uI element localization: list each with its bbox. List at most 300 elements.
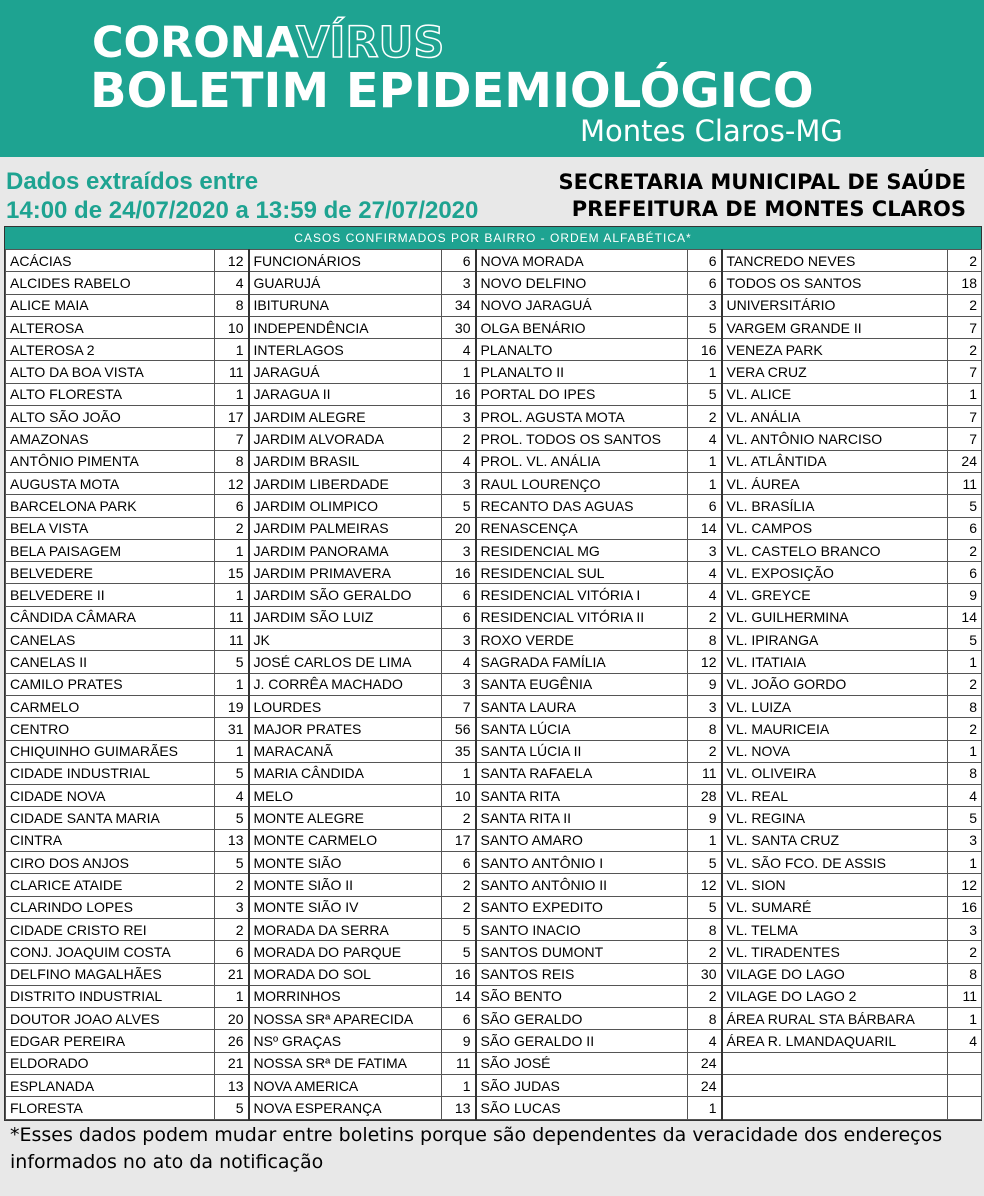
case-count: 1 — [215, 740, 249, 762]
neighborhood-name: VL. BRASÍLIA — [722, 495, 948, 517]
case-count: 16 — [442, 383, 476, 405]
header-banner — [0, 0, 984, 157]
case-count: 1 — [948, 383, 982, 405]
table-row — [6, 250, 982, 272]
neighborhood-name: GUARUJÁ — [249, 272, 442, 294]
neighborhood-name: VL. EXPOSIÇÃO — [722, 562, 948, 584]
case-count: 2 — [688, 985, 722, 1007]
neighborhood-name: UNIVERSITÁRIO — [722, 294, 948, 316]
neighborhood-name: RESIDENCIAL VITÓRIA I — [476, 584, 688, 606]
neighborhood-name: VL. ANTÔNIO NARCISO — [722, 428, 948, 450]
neighborhood-name: SANTOS DUMONT — [476, 941, 688, 963]
case-count: 7 — [948, 406, 982, 428]
case-count: 6 — [442, 584, 476, 606]
case-count: 34 — [442, 294, 476, 316]
case-count: 2 — [948, 250, 982, 272]
neighborhood-name: JARDIM PALMEIRAS — [249, 517, 442, 539]
neighborhood-name: VL. ITATIAIA — [722, 651, 948, 673]
table-row — [6, 852, 982, 874]
neighborhood-name: FLORESTA — [6, 1097, 215, 1119]
neighborhood-name: JARDIM PRIMAVERA — [249, 562, 442, 584]
neighborhood-name: JARAGUÁ — [249, 361, 442, 383]
neighborhood-name: SANTA LÚCIA — [476, 718, 688, 740]
case-count: 8 — [688, 718, 722, 740]
case-count: 9 — [948, 584, 982, 606]
case-count: 11 — [442, 1052, 476, 1074]
neighborhood-name: ALTO SÃO JOÃO — [6, 406, 215, 428]
neighborhood-name: SANTOS REIS — [476, 963, 688, 985]
table-row — [6, 918, 982, 940]
neighborhood-name: ACÁCIAS — [6, 250, 215, 272]
case-count: 1 — [688, 1097, 722, 1119]
neighborhood-name: ÁREA R. LMANDAQUARIL — [722, 1030, 948, 1052]
neighborhood-name: PROL. TODOS OS SANTOS — [476, 428, 688, 450]
neighborhood-name: VL. ANÁLIA — [722, 406, 948, 428]
case-count: 3 — [442, 272, 476, 294]
neighborhood-name: VILAGE DO LAGO 2 — [722, 985, 948, 1007]
neighborhood-name: MONTE ALEGRE — [249, 807, 442, 829]
neighborhood-name: JARDIM OLIMPICO — [249, 495, 442, 517]
date-range-line1: Dados extraídos entre — [6, 168, 259, 195]
neighborhood-name: VL. TELMA — [722, 918, 948, 940]
neighborhood-name: JARDIM PANORAMA — [249, 539, 442, 561]
table-row — [6, 1008, 982, 1030]
table-row — [6, 629, 982, 651]
neighborhood-name: ALTEROSA 2 — [6, 339, 215, 361]
neighborhood-name: FUNCIONÁRIOS — [249, 250, 442, 272]
case-count: 11 — [215, 629, 249, 651]
neighborhood-name: SÃO GERALDO — [476, 1008, 688, 1030]
neighborhood-name: SANTO AMARO — [476, 829, 688, 851]
case-count: 21 — [215, 1052, 249, 1074]
neighborhood-name: SANTA EUGÊNIA — [476, 673, 688, 695]
table-row — [6, 762, 982, 784]
neighborhood-name: CENTRO — [6, 718, 215, 740]
neighborhood-name: VL. NOVA — [722, 740, 948, 762]
neighborhood-name: ALICE MAIA — [6, 294, 215, 316]
neighborhood-name: ALTEROSA — [6, 316, 215, 338]
neighborhood-name: PROL. VL. ANÁLIA — [476, 450, 688, 472]
neighborhood-name: MORADA DO SOL — [249, 963, 442, 985]
neighborhood-name: VENEZA PARK — [722, 339, 948, 361]
neighborhood-name: PLANALTO II — [476, 361, 688, 383]
case-count: 8 — [215, 450, 249, 472]
neighborhood-name: CIDADE CRISTO REI — [6, 918, 215, 940]
case-count: 12 — [215, 472, 249, 494]
case-count: 20 — [442, 517, 476, 539]
neighborhood-name: MORADA DA SERRA — [249, 918, 442, 940]
neighborhood-name: RAUL LOURENÇO — [476, 472, 688, 494]
neighborhood-name: BELVEDERE II — [6, 584, 215, 606]
table-row — [6, 584, 982, 606]
table-row — [6, 339, 982, 361]
table-row — [6, 985, 982, 1007]
case-count: 1 — [688, 361, 722, 383]
case-count: 4 — [442, 651, 476, 673]
case-count: 8 — [688, 629, 722, 651]
table-row — [6, 517, 982, 539]
case-count: 2 — [948, 941, 982, 963]
neighborhood-name: MONTE SIÃO II — [249, 874, 442, 896]
neighborhood-name: NOSSA SRª APARECIDA — [249, 1008, 442, 1030]
table-row — [6, 383, 982, 405]
case-count: 12 — [688, 651, 722, 673]
neighborhood-name: OLGA BENÁRIO — [476, 316, 688, 338]
table-row — [6, 406, 982, 428]
neighborhood-name: NOVA MORADA — [476, 250, 688, 272]
case-count: 11 — [688, 762, 722, 784]
neighborhood-name: DELFINO MAGALHÃES — [6, 963, 215, 985]
neighborhood-name: VL. LUIZA — [722, 695, 948, 717]
neighborhood-name: VL. CASTELO BRANCO — [722, 539, 948, 561]
case-count: 10 — [215, 316, 249, 338]
neighborhood-name: VILAGE DO LAGO — [722, 963, 948, 985]
case-count: 5 — [215, 762, 249, 784]
case-count: 56 — [442, 718, 476, 740]
case-count: 2 — [442, 807, 476, 829]
neighborhood-name: BELVEDERE — [6, 562, 215, 584]
case-count: 3 — [442, 539, 476, 561]
case-count: 13 — [215, 829, 249, 851]
neighborhood-name: ALTO DA BOA VISTA — [6, 361, 215, 383]
neighborhood-name: CARMELO — [6, 695, 215, 717]
case-count: 35 — [442, 740, 476, 762]
neighborhood-name: SÃO BENTO — [476, 985, 688, 1007]
table-row — [6, 1030, 982, 1052]
case-count: 4 — [688, 584, 722, 606]
case-count: 3 — [442, 406, 476, 428]
footnote: *Esses dados podem mudar entre boletins porque são dependentes da veracidade dos endereços informados no ato da notificação — [10, 1124, 943, 1173]
city-name: Montes Claros-MG — [580, 114, 843, 148]
table-row — [6, 829, 982, 851]
case-count: 7 — [215, 428, 249, 450]
neighborhood-name: CLARICE ATAIDE — [6, 874, 215, 896]
case-count: 3 — [688, 294, 722, 316]
neighborhood-name: NOVO JARAGUÁ — [476, 294, 688, 316]
neighborhood-name: EDGAR PEREIRA — [6, 1030, 215, 1052]
neighborhood-name: RECANTO DAS AGUAS — [476, 495, 688, 517]
case-count: 7 — [948, 428, 982, 450]
case-count: 19 — [215, 695, 249, 717]
case-count: 1 — [688, 450, 722, 472]
case-count: 11 — [215, 361, 249, 383]
case-count: 7 — [442, 695, 476, 717]
neighborhood-name: PORTAL DO IPES — [476, 383, 688, 405]
neighborhood-name: PLANALTO — [476, 339, 688, 361]
case-count: 16 — [442, 963, 476, 985]
neighborhood-name: VL. CAMPOS — [722, 517, 948, 539]
case-count: 1 — [215, 383, 249, 405]
case-count: 11 — [948, 472, 982, 494]
neighborhood-name: CIDADE INDUSTRIAL — [6, 762, 215, 784]
organization-line1: SECRETARIA MUNICIPAL DE SAÚDE — [558, 170, 966, 194]
case-count: 9 — [442, 1030, 476, 1052]
case-count: 1 — [948, 651, 982, 673]
neighborhood-name: PROL. AGUSTA MOTA — [476, 406, 688, 428]
case-count: 4 — [688, 1030, 722, 1052]
case-count: 1 — [215, 985, 249, 1007]
case-count: 5 — [948, 629, 982, 651]
table-row — [6, 562, 982, 584]
case-count: 2 — [948, 294, 982, 316]
neighborhood-name: CANELAS — [6, 629, 215, 651]
case-count: 12 — [948, 874, 982, 896]
table-row — [6, 651, 982, 673]
table-row — [6, 807, 982, 829]
neighborhood-name: RESIDENCIAL VITÓRIA II — [476, 606, 688, 628]
case-count: 6 — [948, 517, 982, 539]
neighborhood-name: NOVA ESPERANÇA — [249, 1097, 442, 1119]
case-count: 6 — [442, 606, 476, 628]
case-count: 8 — [948, 695, 982, 717]
case-count: 6 — [442, 250, 476, 272]
neighborhood-name: SANTA RAFAELA — [476, 762, 688, 784]
neighborhood-name: CAMILO PRATES — [6, 673, 215, 695]
case-count: 6 — [688, 250, 722, 272]
case-count: 2 — [442, 428, 476, 450]
neighborhood-name — [722, 1052, 948, 1074]
neighborhood-name: VL. SUMARÉ — [722, 896, 948, 918]
neighborhood-name: ESPLANADA — [6, 1074, 215, 1096]
neighborhood-name: SANTA LÚCIA II — [476, 740, 688, 762]
case-count: 2 — [688, 406, 722, 428]
neighborhood-name: SANTO ANTÔNIO II — [476, 874, 688, 896]
table-row — [6, 294, 982, 316]
case-count: 5 — [442, 918, 476, 940]
neighborhood-name: CANELAS II — [6, 651, 215, 673]
cases-table — [5, 249, 982, 1120]
case-count: 14 — [442, 985, 476, 1007]
table-row — [6, 1097, 982, 1119]
case-count: 6 — [442, 852, 476, 874]
neighborhood-name: CLARINDO LOPES — [6, 896, 215, 918]
neighborhood-name: TODOS OS SANTOS — [722, 272, 948, 294]
case-count: 2 — [688, 740, 722, 762]
case-count: 17 — [442, 829, 476, 851]
neighborhood-name: VL. ALICE — [722, 383, 948, 405]
case-count: 1 — [442, 762, 476, 784]
case-count: 16 — [688, 339, 722, 361]
case-count: 6 — [688, 495, 722, 517]
neighborhood-name: ALTO FLORESTA — [6, 383, 215, 405]
case-count: 2 — [948, 339, 982, 361]
neighborhood-name: ELDORADO — [6, 1052, 215, 1074]
neighborhood-name: VL. REGINA — [722, 807, 948, 829]
case-count: 24 — [688, 1052, 722, 1074]
case-count: 5 — [442, 941, 476, 963]
case-count: 3 — [442, 673, 476, 695]
case-count: 13 — [215, 1074, 249, 1096]
neighborhood-name: ANTÔNIO PIMENTA — [6, 450, 215, 472]
neighborhood-name: RESIDENCIAL MG — [476, 539, 688, 561]
case-count: 17 — [215, 406, 249, 428]
neighborhood-name: JARAGUA II — [249, 383, 442, 405]
case-count: 3 — [688, 695, 722, 717]
neighborhood-name: JK — [249, 629, 442, 651]
case-count: 8 — [215, 294, 249, 316]
case-count: 15 — [215, 562, 249, 584]
neighborhood-name: IBITURUNA — [249, 294, 442, 316]
neighborhood-name: BELA VISTA — [6, 517, 215, 539]
case-count: 11 — [948, 985, 982, 1007]
case-count: 1 — [215, 673, 249, 695]
case-count: 30 — [688, 963, 722, 985]
case-count — [948, 1074, 982, 1096]
case-count: 4 — [215, 785, 249, 807]
table-row — [6, 1052, 982, 1074]
case-count: 7 — [948, 316, 982, 338]
case-count: 1 — [442, 361, 476, 383]
neighborhood-name: SANTA RITA — [476, 785, 688, 807]
case-count: 12 — [215, 250, 249, 272]
case-count: 4 — [948, 1030, 982, 1052]
case-count: 8 — [688, 918, 722, 940]
title-coronavirus — [92, 18, 444, 68]
case-count: 8 — [948, 762, 982, 784]
case-count: 4 — [948, 785, 982, 807]
neighborhood-name: VL. ATLÂNTIDA — [722, 450, 948, 472]
case-count: 9 — [688, 807, 722, 829]
case-count: 6 — [688, 272, 722, 294]
table-row — [6, 896, 982, 918]
case-count: 1 — [948, 740, 982, 762]
neighborhood-name: JOSÉ CARLOS DE LIMA — [249, 651, 442, 673]
case-count: 1 — [215, 584, 249, 606]
case-count: 2 — [442, 874, 476, 896]
case-count: 2 — [215, 874, 249, 896]
neighborhood-name: VL. REAL — [722, 785, 948, 807]
date-range — [6, 167, 478, 225]
case-count: 13 — [442, 1097, 476, 1119]
neighborhood-name: AUGUSTA MOTA — [6, 472, 215, 494]
neighborhood-name: CHIQUINHO GUIMARÃES — [6, 740, 215, 762]
case-count: 1 — [688, 472, 722, 494]
case-count: 26 — [215, 1030, 249, 1052]
neighborhood-name: DISTRITO INDUSTRIAL — [6, 985, 215, 1007]
neighborhood-name: NSº GRAÇAS — [249, 1030, 442, 1052]
neighborhood-name: RESIDENCIAL SUL — [476, 562, 688, 584]
neighborhood-name: DOUTOR JOAO ALVES — [6, 1008, 215, 1030]
neighborhood-name: NOVA AMERICA — [249, 1074, 442, 1096]
neighborhood-name: SANTA LAURA — [476, 695, 688, 717]
case-count: 5 — [215, 852, 249, 874]
neighborhood-name: MARIA CÂNDIDA — [249, 762, 442, 784]
neighborhood-name: RENASCENÇA — [476, 517, 688, 539]
case-count: 24 — [688, 1074, 722, 1096]
neighborhood-name: VARGEM GRANDE II — [722, 316, 948, 338]
table-row — [6, 785, 982, 807]
case-count: 1 — [948, 1008, 982, 1030]
case-count: 4 — [688, 562, 722, 584]
neighborhood-name: JARDIM ALEGRE — [249, 406, 442, 428]
case-count: 7 — [948, 361, 982, 383]
neighborhood-name: SAGRADA FAMÍLIA — [476, 651, 688, 673]
case-count: 6 — [442, 1008, 476, 1030]
case-count: 5 — [215, 651, 249, 673]
neighborhood-name: INTERLAGOS — [249, 339, 442, 361]
neighborhood-name: VL. SÃO FCO. DE ASSIS — [722, 852, 948, 874]
case-count: 2 — [948, 539, 982, 561]
neighborhood-name: INDEPENDÊNCIA — [249, 316, 442, 338]
case-count: 31 — [215, 718, 249, 740]
neighborhood-name: SANTA RITA II — [476, 807, 688, 829]
neighborhood-name: SÃO GERALDO II — [476, 1030, 688, 1052]
case-count: 16 — [948, 896, 982, 918]
neighborhood-name: SANTO EXPEDITO — [476, 896, 688, 918]
neighborhood-name: CÂNDIDA CÂMARA — [6, 606, 215, 628]
neighborhood-name: AMAZONAS — [6, 428, 215, 450]
neighborhood-name: MAJOR PRATES — [249, 718, 442, 740]
table-row — [6, 316, 982, 338]
table-row — [6, 718, 982, 740]
table-row — [6, 428, 982, 450]
case-count: 6 — [215, 495, 249, 517]
case-count: 1 — [688, 829, 722, 851]
organization-line2: PREFEITURA DE MONTES CLAROS — [571, 197, 966, 221]
neighborhood-name: MONTE SIÃO — [249, 852, 442, 874]
case-count: 5 — [215, 1097, 249, 1119]
case-count: 3 — [442, 472, 476, 494]
case-count: 2 — [948, 673, 982, 695]
table-title: CASOS CONFIRMADOS POR BAIRRO - ORDEM ALFABÉTICA* — [5, 227, 981, 249]
neighborhood-name: SÃO JUDAS — [476, 1074, 688, 1096]
case-count: 20 — [215, 1008, 249, 1030]
case-count: 2 — [215, 918, 249, 940]
title-boletim: BOLETIM EPIDEMIOLÓGICO — [90, 63, 814, 119]
case-count: 14 — [688, 517, 722, 539]
neighborhood-name: VL. GREYCE — [722, 584, 948, 606]
case-count: 5 — [688, 852, 722, 874]
case-count — [948, 1097, 982, 1119]
neighborhood-name: CONJ. JOAQUIM COSTA — [6, 941, 215, 963]
case-count: 9 — [688, 673, 722, 695]
table-row — [6, 1074, 982, 1096]
neighborhood-name: VL. JOÃO GORDO — [722, 673, 948, 695]
neighborhood-name: JARDIM LIBERDADE — [249, 472, 442, 494]
neighborhood-name: SANTO INACIO — [476, 918, 688, 940]
neighborhood-name: CIDADE NOVA — [6, 785, 215, 807]
neighborhood-name: JARDIM SÃO LUIZ — [249, 606, 442, 628]
neighborhood-name: ÁREA RURAL STA BÁRBARA — [722, 1008, 948, 1030]
neighborhood-name: LOURDES — [249, 695, 442, 717]
case-count: 3 — [948, 829, 982, 851]
case-count: 1 — [215, 339, 249, 361]
neighborhood-name: SÃO JOSÉ — [476, 1052, 688, 1074]
neighborhood-name: MARACANÃ — [249, 740, 442, 762]
neighborhood-name: VL. IPIRANGA — [722, 629, 948, 651]
case-count: 16 — [442, 562, 476, 584]
case-count: 2 — [688, 941, 722, 963]
case-count: 2 — [442, 896, 476, 918]
neighborhood-name — [722, 1074, 948, 1096]
table-row — [6, 450, 982, 472]
neighborhood-name: JARDIM SÃO GERALDO — [249, 584, 442, 606]
table-row — [6, 874, 982, 896]
case-count: 1 — [948, 852, 982, 874]
case-count: 3 — [948, 918, 982, 940]
table-row — [6, 539, 982, 561]
neighborhood-name: CIDADE SANTA MARIA — [6, 807, 215, 829]
case-count: 18 — [948, 272, 982, 294]
table-row — [6, 740, 982, 762]
neighborhood-name: VL. MAURICEIA — [722, 718, 948, 740]
neighborhood-name: VL. GUILHERMINA — [722, 606, 948, 628]
neighborhood-name: VERA CRUZ — [722, 361, 948, 383]
neighborhood-name: NOSSA SRª DE FATIMA — [249, 1052, 442, 1074]
cases-table-body — [6, 250, 982, 1120]
case-count: 4 — [442, 339, 476, 361]
case-count: 11 — [215, 606, 249, 628]
